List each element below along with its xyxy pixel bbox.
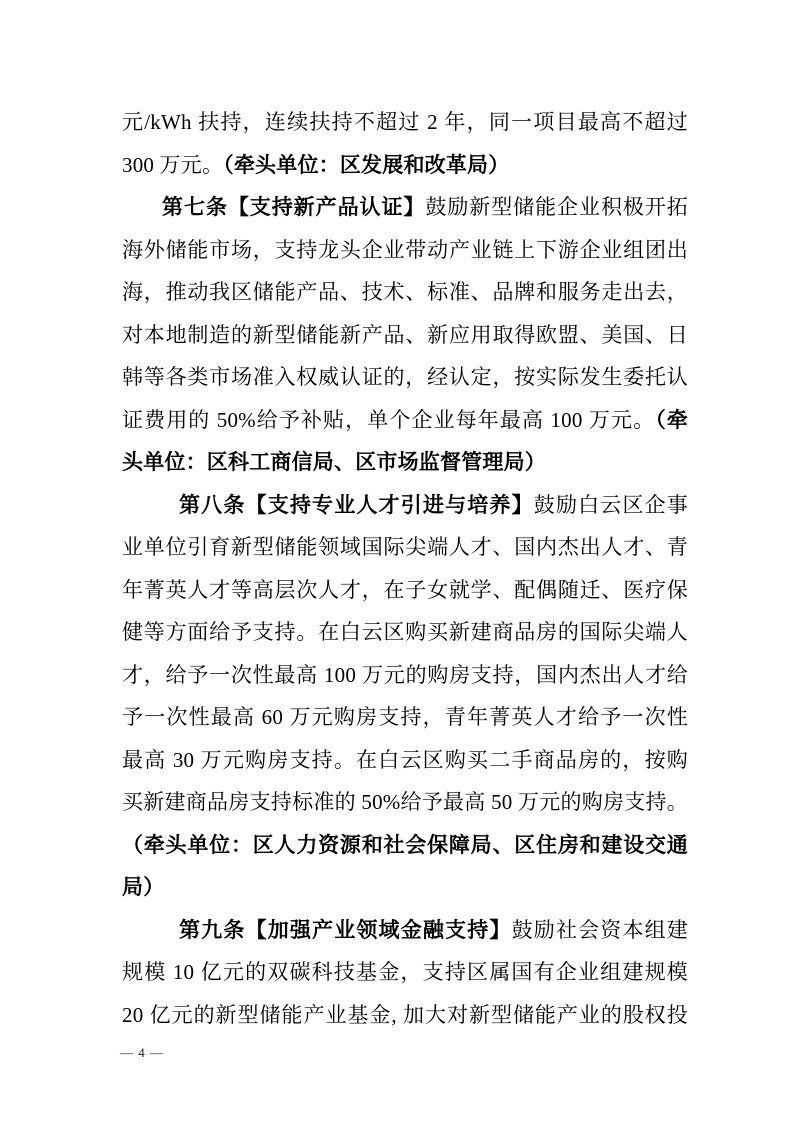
- text-run: 鼓励白云区企事: [533, 492, 688, 517]
- text-run: 健等方面给予支持。在白云区购买新建商品房的国际尖端人: [122, 620, 688, 644]
- text-line: [122, 611, 688, 654]
- text-line: [122, 484, 688, 527]
- text-line: [122, 526, 688, 569]
- bold-text-run: 头单位：区科工商信局、区市场监督管理局）: [122, 450, 546, 474]
- page-number: — 4 —: [120, 1045, 164, 1060]
- text-run: 对本地制造的新型储能新产品、新应用取得欧盟、美国、日: [122, 322, 688, 347]
- bold-text-run: （牵头单位：区人力资源和社会保障局、区住房和建设交通: [122, 832, 688, 857]
- text-line: [122, 781, 688, 824]
- text-line: [122, 569, 688, 612]
- text-line: [122, 951, 688, 994]
- bold-text-run: 第九条【加强产业领域金融支持】: [179, 917, 512, 942]
- text-line: [122, 101, 688, 144]
- text-line: [122, 229, 688, 272]
- text-line: [122, 739, 688, 782]
- text-run: 海，推动我区储能产品、技术、标准、品牌和服务走出去，: [122, 280, 688, 304]
- text-line: [122, 314, 688, 357]
- text-run: 300 万元。: [122, 152, 224, 177]
- text-run: 鼓励新型储能企业积极开拓: [425, 195, 688, 219]
- bold-text-run: （牵头单位：区发展和改革局）: [223, 152, 510, 177]
- text-line: [122, 824, 688, 867]
- text-run: 规模 10 亿元的双碳科技基金，支持区属国有企业组建规模: [122, 960, 688, 984]
- text-line: [122, 909, 688, 952]
- text-line: [122, 994, 688, 1037]
- text-line: [122, 271, 688, 314]
- text-line: [122, 399, 688, 442]
- text-run: 最高 30 万元购房支持。在白云区购买二手商品房的，按购: [122, 747, 688, 772]
- bold-text-run: （牵: [655, 407, 688, 432]
- text-run: 元/kWh 扶持，连续扶持不超过 2 年，同一项目最高不超过: [122, 110, 688, 134]
- text-run: 证费用的 50%给予补贴，单个企业每年最高 100 万元。: [122, 407, 656, 432]
- text-line: [122, 866, 688, 909]
- document-body: [122, 101, 688, 1036]
- text-run: 业单位引育新型储能领域国际尖端人才、国内杰出人才、青: [122, 535, 688, 559]
- text-run: 鼓励社会资本组建: [511, 917, 688, 942]
- text-line: [122, 144, 688, 187]
- text-line: [122, 696, 688, 739]
- text-run: 予一次性最高 60 万元购房支持，青年菁英人才给予一次性: [122, 705, 688, 729]
- text-run: 年菁英人才等高层次人才，在子女就学、配偶随迁、医疗保: [122, 577, 688, 602]
- bold-text-run: 第七条【支持新产品认证】: [162, 195, 426, 219]
- text-line: [122, 441, 688, 484]
- text-line: [122, 186, 688, 229]
- text-run: 20 亿元的新型储能产业基金, 加大对新型储能产业的股权投: [122, 1002, 688, 1027]
- text-run: 才，给予一次性最高 100 万元的购房支持，国内杰出人才给: [122, 662, 688, 687]
- bold-text-run: 局）: [122, 875, 165, 899]
- text-line: [122, 654, 688, 697]
- text-line: [122, 356, 688, 399]
- bold-text-run: 第八条【支持专业人才引进与培养】: [179, 492, 534, 517]
- text-run: 海外储能市场，支持龙头企业带动产业链上下游企业组团出: [122, 237, 688, 262]
- text-run: 买新建商品房支持标准的 50%给予最高 50 万元的购房支持。: [122, 790, 688, 814]
- text-run: 韩等各类市场准入权威认证的，经认定，按实际发生委托认: [122, 365, 688, 389]
